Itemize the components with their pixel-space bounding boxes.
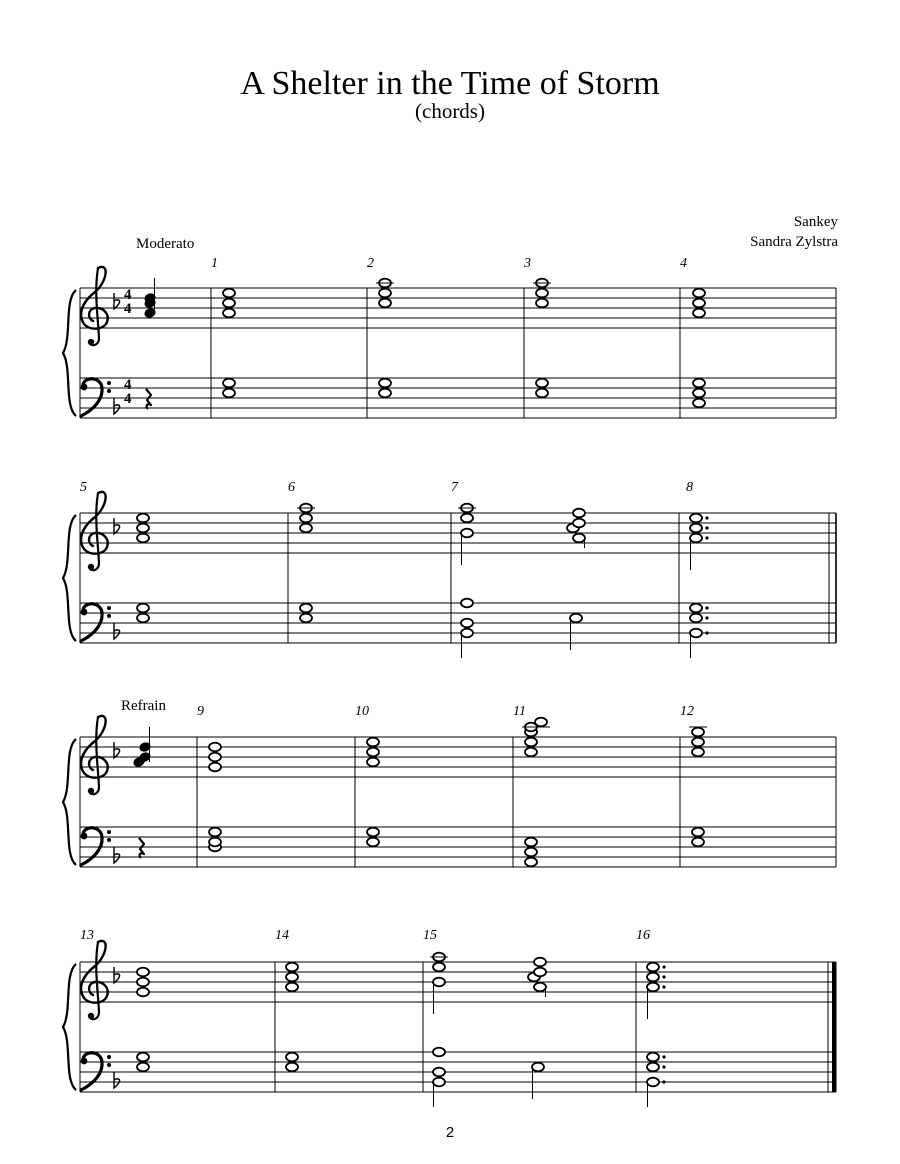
measure-number: 8 [686,480,693,495]
system-4 [63,941,837,1107]
system-2 [63,492,836,658]
measure-number: 4 [680,256,687,271]
measure-number: 1 [211,256,218,271]
system-3 [63,716,836,867]
arranger-credit: Sandra Zylstra [750,234,838,250]
measure-number: 3 [524,256,531,271]
svg-text:4: 4 [124,287,132,303]
svg-text:4: 4 [124,391,132,407]
tempo-marking: Moderato [136,236,195,252]
page-subtitle: (chords) [415,99,485,123]
bass-clef-icon [81,379,111,416]
measure-number: 12 [680,704,694,719]
measure-number: 11 [513,704,526,719]
measure-number: 10 [355,704,369,719]
svg-text:4: 4 [124,301,132,317]
system-1 [63,267,836,418]
measure-number: 15 [423,928,437,943]
composer-credit: Sankey [793,214,838,230]
measure-number: 13 [80,928,94,943]
measure-number: 7 [451,480,458,495]
measure-numbers [80,256,694,943]
measure-number: 2 [367,256,374,271]
page-number: 2 [445,1124,455,1141]
treble-clef-icon [81,267,108,345]
measure-number: 5 [80,480,87,495]
refrain-label: Refrain [121,698,166,714]
measure-number: 6 [288,480,295,495]
measure-number: 9 [197,704,204,719]
measure-number: 16 [636,928,650,943]
page-title: A Shelter in the Time of Storm [240,65,660,102]
measure-number: 14 [275,928,289,943]
svg-text:4: 4 [124,377,132,393]
